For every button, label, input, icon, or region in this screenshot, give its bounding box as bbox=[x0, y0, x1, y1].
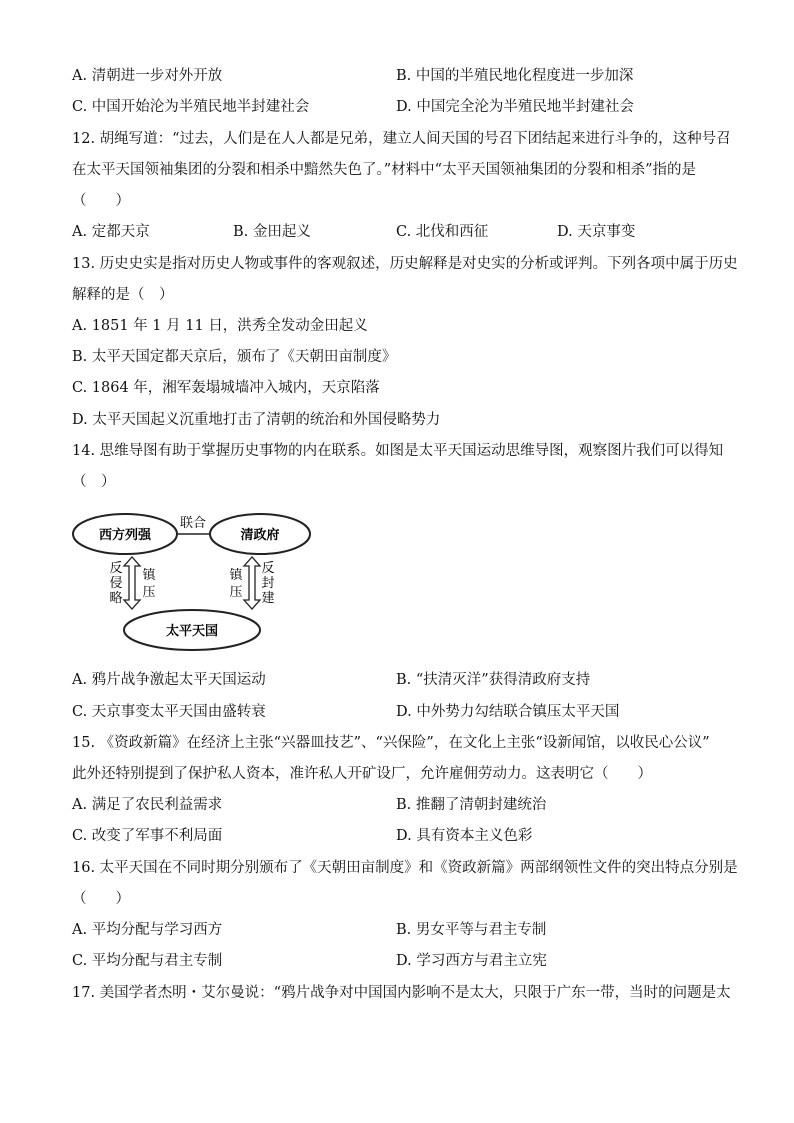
right-down-char-1: 镇 bbox=[229, 568, 243, 583]
q14-option-d: D. 中外势力勾结联合镇压太平天国 bbox=[396, 704, 620, 720]
alliance-label: 联合 bbox=[179, 516, 207, 531]
q16-option-b: B. 男女平等与君主专制 bbox=[396, 922, 547, 938]
q11-option-b: B. 中国的半殖民地化程度进一步加深 bbox=[396, 68, 634, 84]
q14-option-b: B. “扶清灭洋”获得清政府支持 bbox=[396, 672, 591, 688]
q16-option-c: C. 平均分配与君主专制 bbox=[72, 953, 223, 969]
q12-answer-paren: （ ） bbox=[72, 193, 130, 209]
right-up-char-1: 反 bbox=[261, 561, 275, 576]
q13-stem-line2: 解释的是（ ） bbox=[72, 287, 174, 303]
q11-option-c: C. 中国开始沦为半殖民地半封建社会 bbox=[72, 99, 310, 115]
q17-stem-line1: 17. 美国学者杰明・艾尔曼说：“鸦片战争对中国国内影响不是太大，只限于广东一带，当时的问题是太 bbox=[72, 985, 731, 1001]
q14-answer-paren: （ ） bbox=[72, 474, 116, 490]
right-up-char-3: 建 bbox=[261, 591, 275, 606]
taiping-label: 太平天国 bbox=[165, 624, 219, 639]
q13-option-c: C. 1864 年，湘军轰塌城墙冲入城内，天京陷落 bbox=[72, 380, 380, 396]
q15-option-b: B. 推翻了清朝封建统治 bbox=[396, 797, 547, 813]
q15-option-a: A. 满足了农民利益需求 bbox=[72, 797, 223, 813]
q14-option-c: C. 天京事变太平天国由盛转衰 bbox=[72, 704, 266, 720]
left-down-char-2: 压 bbox=[142, 585, 156, 600]
q12-option-b: B. 金田起义 bbox=[233, 224, 311, 240]
left-double-arrow bbox=[124, 557, 140, 609]
west-powers-label: 西方列强 bbox=[98, 528, 152, 543]
q12-option-d: D. 天京事变 bbox=[557, 224, 636, 240]
q15-stem-line2: 此外还特别提到了保护私人资本，准许私人开矿设厂，允许雇佣劳动力。这表明它（ ） bbox=[72, 766, 652, 782]
left-up-char-2: 侵 bbox=[109, 576, 123, 591]
q12-stem-line2: 在太平天国领袖集团的分裂和相杀中黯然失色了。”材料中“太平天国领袖集团的分裂和相杀”指的是 bbox=[72, 162, 696, 178]
q16-option-a: A. 平均分配与学习西方 bbox=[72, 922, 223, 938]
right-down-char-2: 压 bbox=[229, 585, 243, 600]
taiping-mind-map-diagram bbox=[70, 508, 280, 658]
qing-gov-label: 清政府 bbox=[240, 528, 280, 543]
q14-stem-line1: 14. 思维导图有助于掌握历史事物的内在联系。如图是太平天国运动思维导图，观察图片我们可以得知 bbox=[72, 443, 724, 459]
right-double-arrow bbox=[244, 557, 260, 609]
q11-option-a: A. 清朝进一步对外开放 bbox=[72, 68, 223, 84]
q13-option-b: B. 太平天国定都天京后，颁布了《天朝田亩制度》 bbox=[72, 349, 397, 365]
right-up-char-2: 封 bbox=[261, 576, 275, 591]
q13-stem-line1: 13. 历史史实是指对历史人物或事件的客观叙述，历史解释是对史实的分析或评判。下列各项中属于历史 bbox=[72, 256, 738, 272]
q13-option-a: A. 1851 年 1 月 11 日，洪秀全发动金田起义 bbox=[72, 318, 368, 334]
q12-option-a: A. 定都天京 bbox=[72, 224, 150, 240]
q16-answer-paren: （ ） bbox=[72, 891, 130, 907]
q14-option-a: A. 鸦片战争激起太平天国运动 bbox=[72, 672, 266, 688]
q16-stem-line1: 16. 太平天国在不同时期分别颁布了《天朝田亩制度》和《资政新篇》两部纲领性文件的突出特点分别是 bbox=[72, 860, 738, 876]
q12-option-c: C. 北伐和西征 bbox=[396, 224, 489, 240]
q13-option-d: D. 太平天国起义沉重地打击了清朝的统治和外国侵略势力 bbox=[72, 412, 441, 428]
q11-option-d: D. 中国完全沦为半殖民地半封建社会 bbox=[396, 99, 634, 115]
left-up-char-3: 略 bbox=[109, 591, 123, 606]
left-up-char-1: 反 bbox=[109, 561, 123, 576]
q16-option-d: D. 学习西方与君主立宪 bbox=[396, 953, 547, 969]
q15-option-c: C. 改变了军事不利局面 bbox=[72, 828, 223, 844]
q15-stem-line1: 15. 《资政新篇》在经济上主张“兴器皿技艺”、“兴保险”，在文化上主张“设新闻馆，以收民心公议” bbox=[72, 735, 710, 751]
q12-stem-line1: 12. 胡绳写道：“过去，人们是在人人都是兄弟，建立人间天国的号召下团结起来进行斗争的，这种号召 bbox=[72, 131, 731, 147]
left-down-char-1: 镇 bbox=[142, 568, 156, 583]
q15-option-d: D. 具有资本主义色彩 bbox=[396, 828, 533, 844]
